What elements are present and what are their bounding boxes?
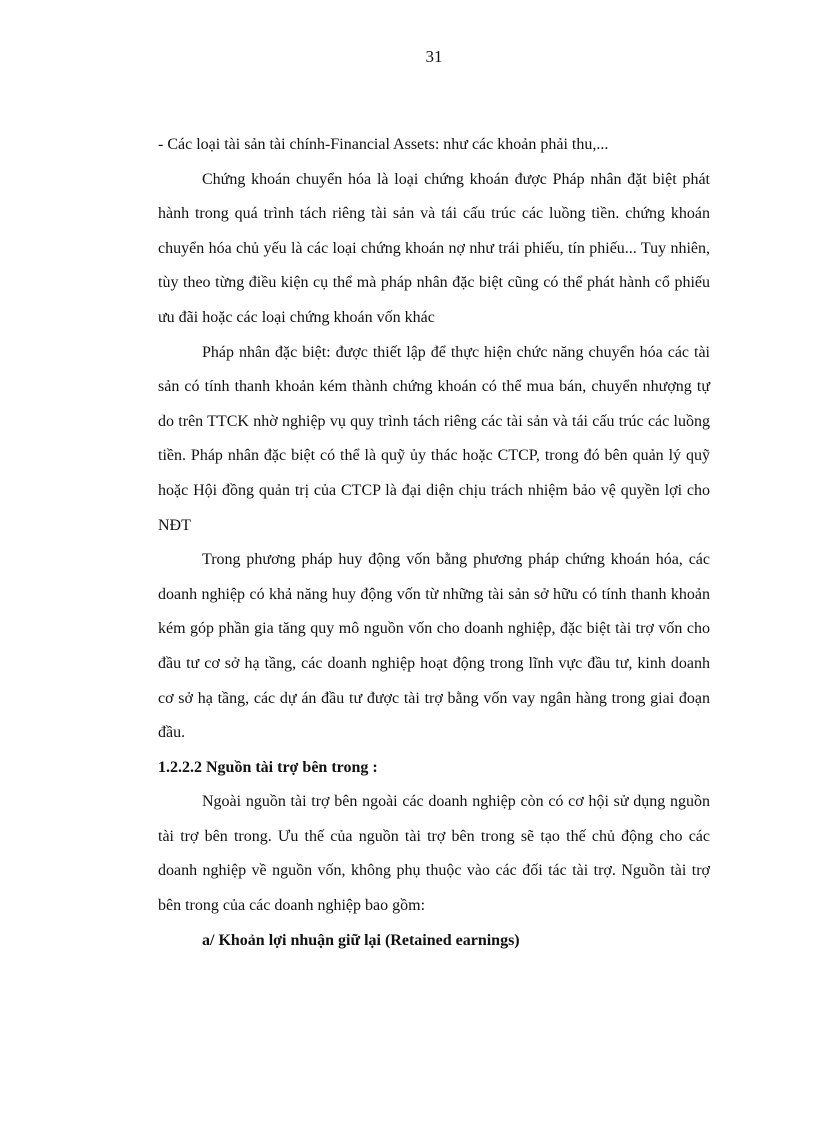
subheading-retained-earnings: a/ Khoản lợi nhuận giữ lại (Retained earnings) xyxy=(202,931,520,949)
paragraph-internal-funding: Ngoài nguồn tài trợ bên ngoài các doanh nghiệp còn có cơ hội sử dụng nguồn tài trợ bên trong. Ưu thế của nguồn tài trợ bên trong sẽ tạo thế chủ động cho các doanh nghiệp về nguồn vốn, không phụ thuộc vào các đối tác tài trợ. Nguồn tài trợ bên trong của các doanh nghiệp bao gồm: xyxy=(158,793,710,915)
paragraph-capital-raising: Trong phương pháp huy động vốn bằng phương pháp chứng khoán hóa, các doanh nghiệp có khả năng huy động vốn từ những tài sản sở hữu có tính thanh khoản kém góp phần gia tăng quy mô nguồn vốn cho doanh nghiệp, đặc biệt tài trợ vốn cho đầu tư cơ sở hạ tầng, các doanh nghiệp hoạt động trong lĩnh vực đầu tư, kinh doanh cơ sở hạ tầng, các dự án đầu tư được tài trợ bằng vốn vay ngân hàng trong giai đoạn đầu. xyxy=(158,551,710,742)
section-heading: 1.2.2.2 Nguồn tài trợ bên trong : xyxy=(158,758,378,776)
page-number: 31 xyxy=(425,47,443,66)
paragraph-special-entity: Pháp nhân đặc biệt: được thiết lập để thực hiện chức năng chuyển hóa các tài sản có tính thanh khoản kém thành chứng khoán có thể mua bán, chuyển nhượng tự do trên TTCK nhờ nghiệp vụ quy trình tách riêng các tài sản và tái cấu trúc các luồng tiền. Pháp nhân đặc biệt có thể là quỹ ủy thác hoặc CTCP, trong đó bên quản lý quỹ hoặc Hội đồng quản trị của CTCP là đại diện chịu trách nhiệm bảo vệ quyền lợi cho NĐT xyxy=(158,343,710,534)
paragraph-securities: Chứng khoán chuyển hóa là loại chứng khoán được Pháp nhân đặt biệt phát hành trong quá trình tách riêng tài sản và tái cấu trúc các luồng tiền. chứng khoán chuyển hóa chủ yếu là các loại chứng khoán nợ như trái phiếu, tín phiếu... Tuy nhiên, tùy theo từng điều kiện cụ thể mà pháp nhân đặc biệt cũng có thể phát hành cổ phiếu ưu đãi hoặc các loại chứng khoán vốn khác xyxy=(158,170,710,326)
bullet-line: - Các loại tài sản tài chính-Financial Assets: như các khoản phải thu,... xyxy=(158,136,609,153)
document-body xyxy=(158,128,710,958)
